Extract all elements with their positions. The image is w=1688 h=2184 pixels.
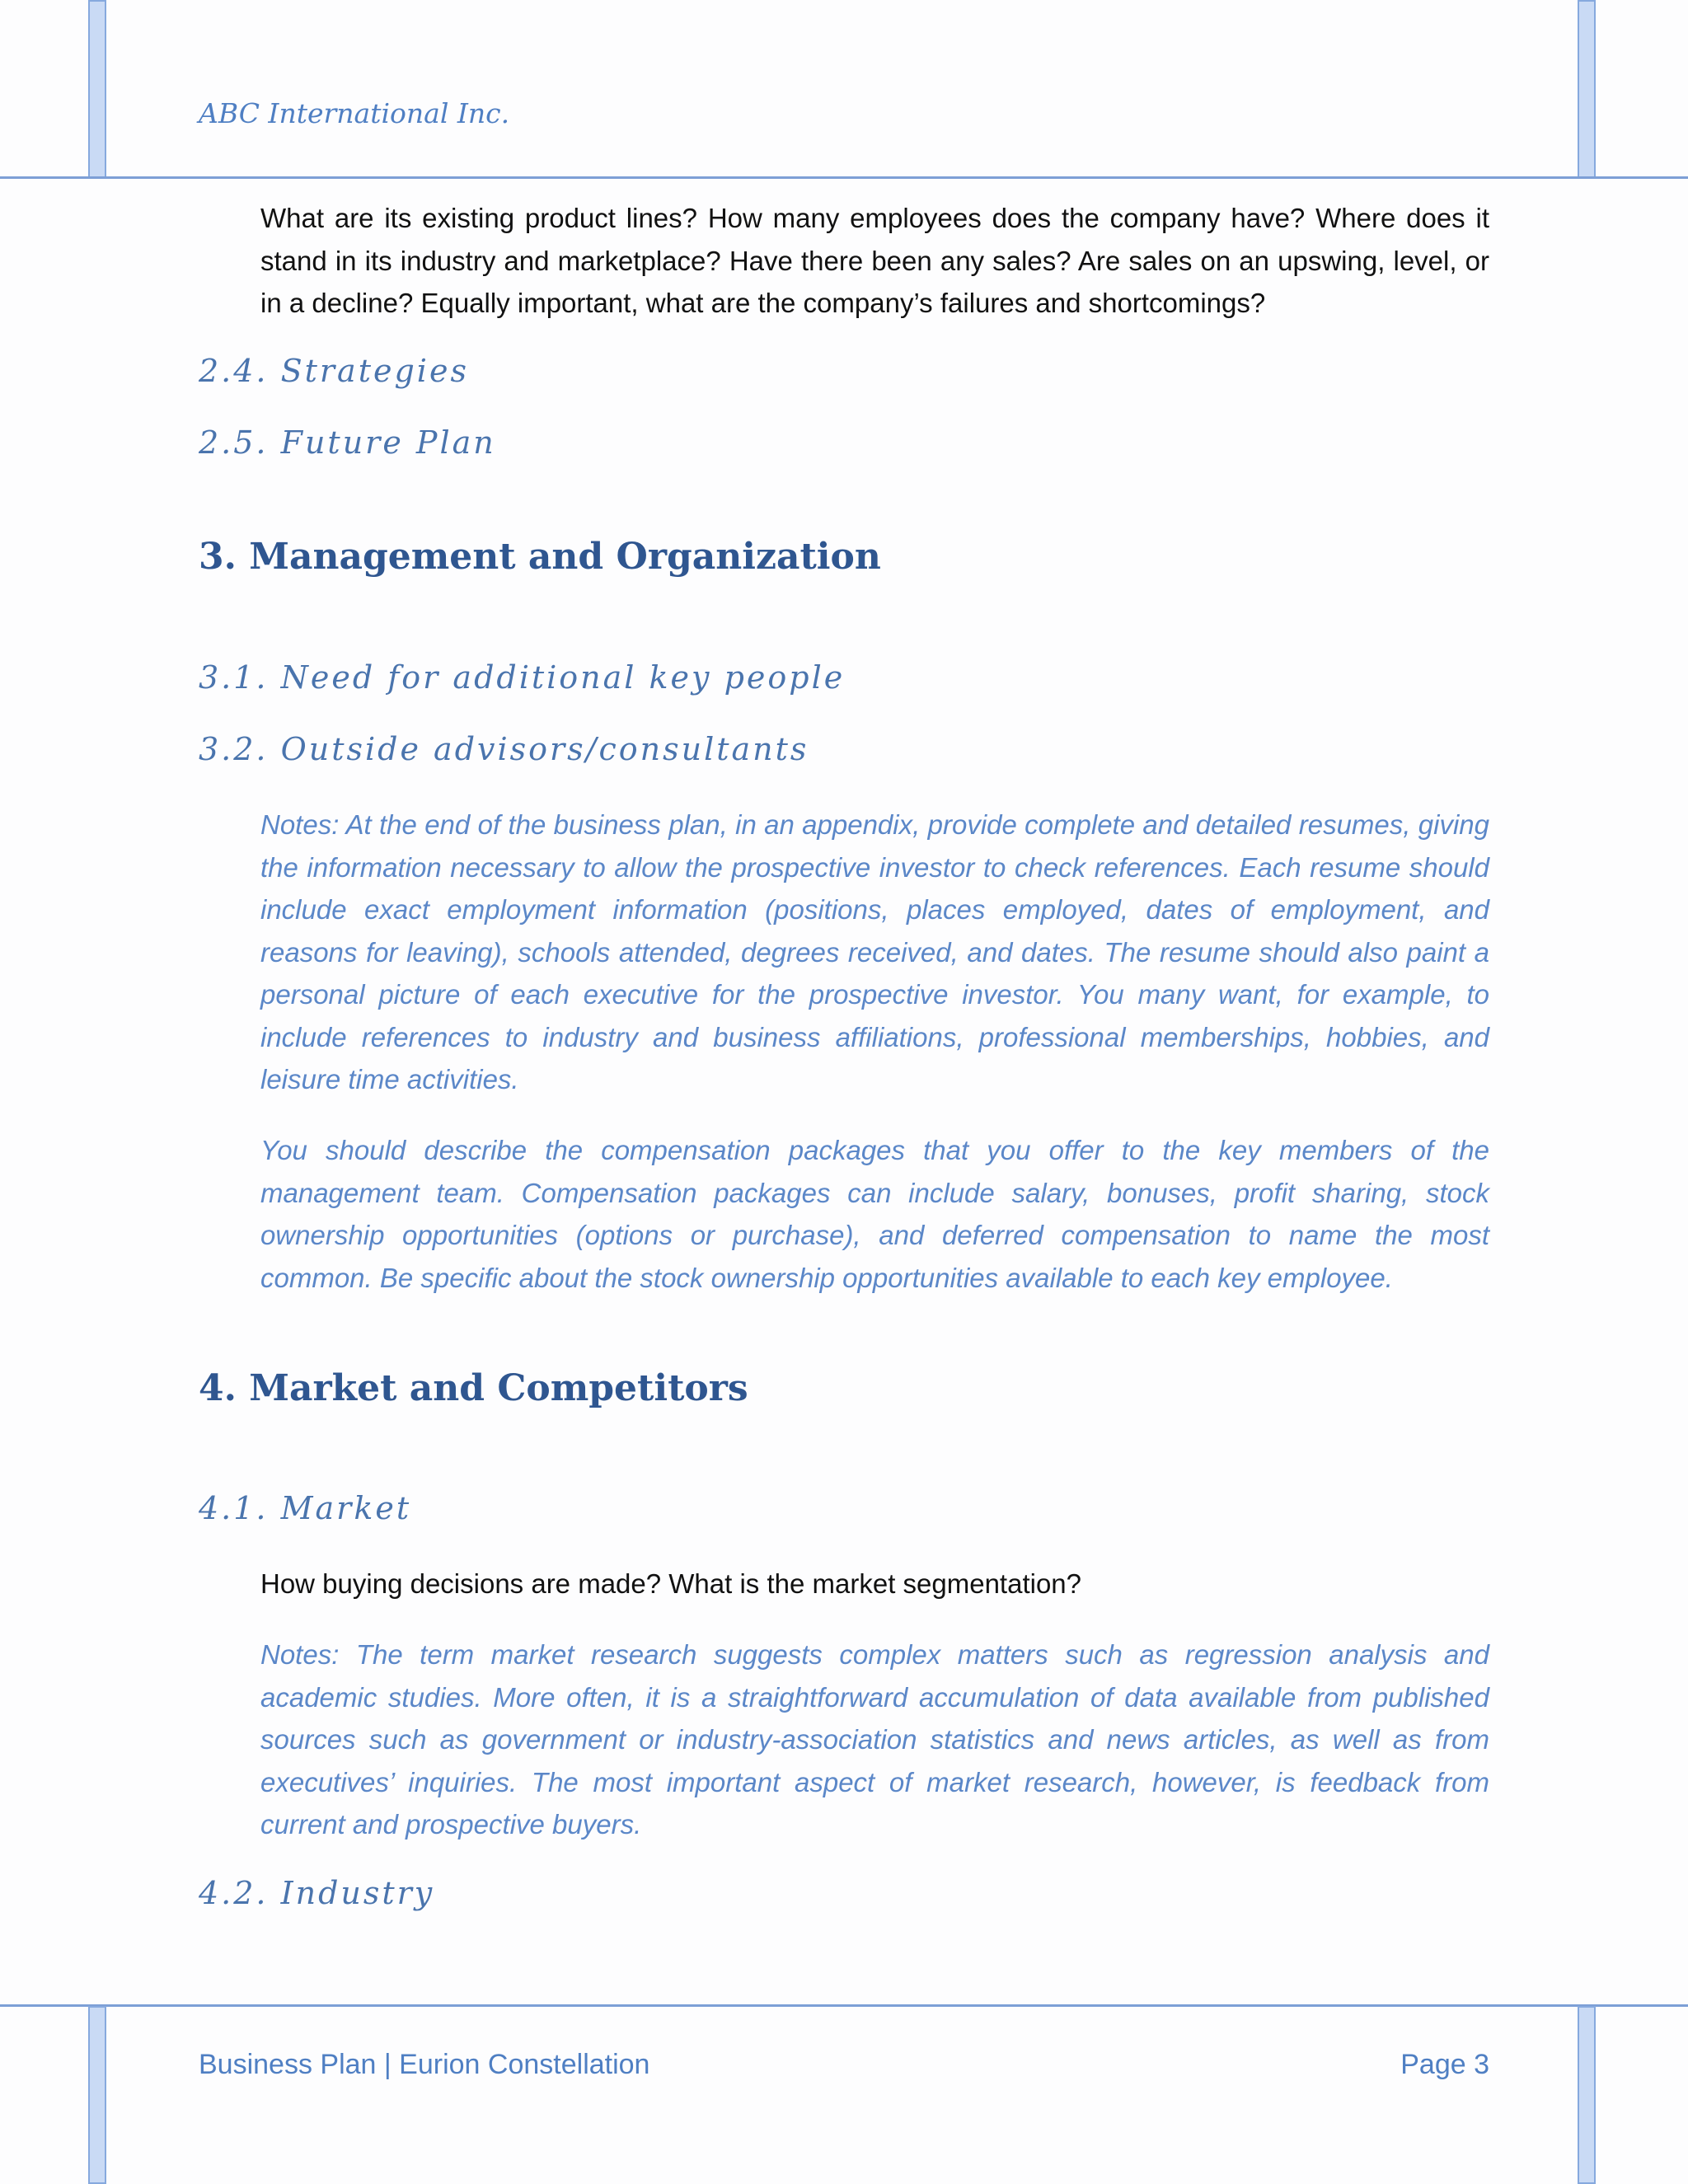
heading-3-management: 3. Management and Organization: [199, 536, 881, 578]
header-rule: [0, 176, 1688, 179]
heading-4-market-competitors: 4. Market and Competitors: [199, 1367, 748, 1409]
notes-compensation-paragraph: You should describe the compensation packages that you offer to the key members of the management team. Compensation packages can include salary, bonuses, profit sharing, stock ownership opportunities (options or purchase), and deferred compensation to name the most common. Be specific about the stock ownership opportunities available to each key employee.: [260, 1135, 1489, 1293]
header-left-bar: [88, 0, 106, 178]
header-right-bar: [1578, 0, 1596, 178]
section-2-3-paragraph: What are its existing product lines? How many employees does the company have? Where does it stand in its industry and marketplace? Have there been any sales? Are sales on an upswing, level, or in a decline? Equally important, what are the company’s failures and shortcomings?: [260, 203, 1489, 318]
footer-left-bar: [88, 2006, 106, 2184]
section-4-1-paragraph: How buying decisions are made? What is the market segmentation?: [260, 1568, 1082, 1599]
footer-document-title: Business Plan | Eurion Constellation: [199, 2049, 650, 2080]
footer-rule: [0, 2004, 1688, 2007]
heading-4-2-industry: 4.2. Industry: [199, 1875, 435, 1911]
heading-3-1-key-people: 3.1. Need for additional key people: [199, 659, 846, 696]
heading-2-5-future-plan: 2.5. Future Plan: [199, 424, 496, 461]
notes-market-research-paragraph: Notes: The term market research suggests complex matters such as regression analysis and academic studies. More often, it is a straightforward accumulation of data available from published sources such as government or industry-association statistics and news articles, as well as from executives’ inquiries. The most important aspect of market research, however, is feedback from current and prospective buyers.: [260, 1639, 1489, 1840]
footer-page-number: Page 3: [1400, 2049, 1489, 2080]
heading-4-1-market: 4.1. Market: [199, 1490, 412, 1526]
heading-3-2-advisors: 3.2. Outside advisors/consultants: [199, 731, 809, 767]
footer-right-bar: [1578, 2006, 1596, 2184]
notes-resumes-paragraph: Notes: At the end of the business plan, in an appendix, provide complete and detailed resumes, giving the information necessary to allow the prospective investor to check references. Each resume should include exact employment information (positions, places employed, dates of employment, and reasons for leaving), schools attended, degrees received, and dates. The resume should also paint a personal picture of each executive for the prospective investor. You many want, for example, to include references to industry and business affiliations, professional memberships, hobbies, and leisure time activities.: [260, 809, 1489, 1094]
header-company-name: ABC International Inc.: [199, 97, 510, 129]
heading-2-4-strategies: 2.4. Strategies: [199, 353, 469, 389]
